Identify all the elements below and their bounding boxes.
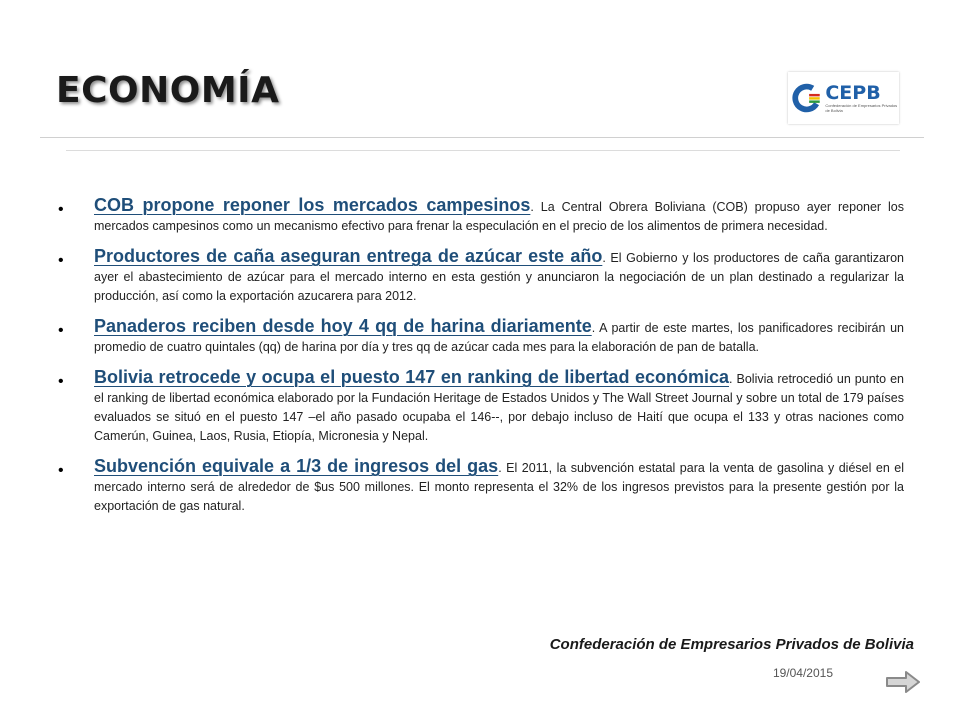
news-summary: El 2011, la subvención estatal para la venta de gasolina y diésel en el mercado interno será de alrededor de $us 500 millones. El monto representa el 32% de los ingresos previstos para la presente gestión por la exportación de gas natural. bbox=[94, 461, 904, 513]
bullet: • bbox=[58, 201, 64, 218]
news-separator: . bbox=[591, 321, 596, 335]
news-item-text bbox=[94, 247, 904, 306]
bullet: • bbox=[58, 322, 64, 339]
news-headline-link[interactable]: Bolivia retrocede y ocupa el puesto 147 en ranking de libertad económica bbox=[94, 367, 730, 387]
logo-subtitle: Confederación de Empresarios Privados de Bolivia bbox=[825, 103, 898, 113]
news-separator: . bbox=[602, 251, 606, 265]
next-slide-button[interactable] bbox=[884, 669, 922, 695]
news-item bbox=[58, 457, 904, 516]
news-separator: . bbox=[530, 200, 534, 214]
arrow-right-icon bbox=[884, 669, 922, 695]
bullet: • bbox=[58, 373, 64, 390]
news-headline-link[interactable]: COB propone reponer los mercados campesinos bbox=[94, 195, 531, 215]
news-summary: Bolivia retrocedió un punto en el ranking de libertad económica elaborado por la Fundación Heritage de Estados Unidos y The Wall Street Journal y sobre un total de 179 países evaluados se situó en el puesto 147 –el año pasado ocupaba el 146--, por debajo incluso de Haití que ocupa el 133 y otras naciones como Camerún, Guinea, Laos, Rusia, Etiopía, Micronesia y Nepal. bbox=[94, 372, 904, 443]
news-summary: La Central Obrera Boliviana (COB) propuso ayer reponer los mercados campesinos como un mecanismo efectivo para frenar la especulación en el precio de los alimentos de primera necesidad. bbox=[94, 200, 904, 233]
news-headline-link[interactable]: Productores de caña aseguran entrega de azúcar este año bbox=[94, 246, 603, 266]
footer-organization: Confederación de Empresarios Privados de Bolivia bbox=[549, 636, 914, 653]
news-separator: . bbox=[498, 461, 502, 475]
cepb-emblem-icon bbox=[792, 80, 821, 116]
news-headline-link[interactable]: Subvención equivale a 1/3 de ingresos del gas bbox=[94, 456, 499, 476]
news-item bbox=[58, 368, 904, 446]
news-item-text bbox=[94, 368, 904, 446]
bullet: • bbox=[58, 462, 64, 479]
news-summary: El Gobierno y los productores de caña garantizaron ayer el abastecimiento de azúcar para el mercado interno en esta gestión y anunciaron la negociación de un plan destinado a regularizar la producción, así como la exportación azucarera para 2012. bbox=[94, 251, 905, 303]
news-item bbox=[58, 196, 904, 236]
news-separator: . bbox=[729, 372, 733, 386]
news-item bbox=[58, 317, 904, 357]
footer-date: 19/04/2015 bbox=[772, 666, 833, 680]
bullet: • bbox=[58, 252, 64, 269]
header-divider-secondary bbox=[66, 150, 900, 151]
cepb-logo bbox=[788, 72, 899, 124]
news-list bbox=[58, 196, 904, 527]
logo-name: CEPB bbox=[825, 82, 881, 104]
header-divider bbox=[40, 137, 924, 138]
news-headline-link[interactable]: Panaderos reciben desde hoy 4 qq de harina diariamente bbox=[94, 316, 592, 336]
news-item-text bbox=[94, 196, 904, 236]
news-summary: A partir de este martes, los panificadores recibirán un promedio de cuatro quintales (qq) de harina por día y tres qq de azúcar cada mes para la elaboración de pan de batalla. bbox=[94, 321, 904, 354]
slide-title: ECONOMÍA bbox=[56, 70, 280, 111]
news-item-text bbox=[94, 317, 904, 357]
news-item-text bbox=[94, 457, 904, 516]
news-item bbox=[58, 247, 904, 306]
